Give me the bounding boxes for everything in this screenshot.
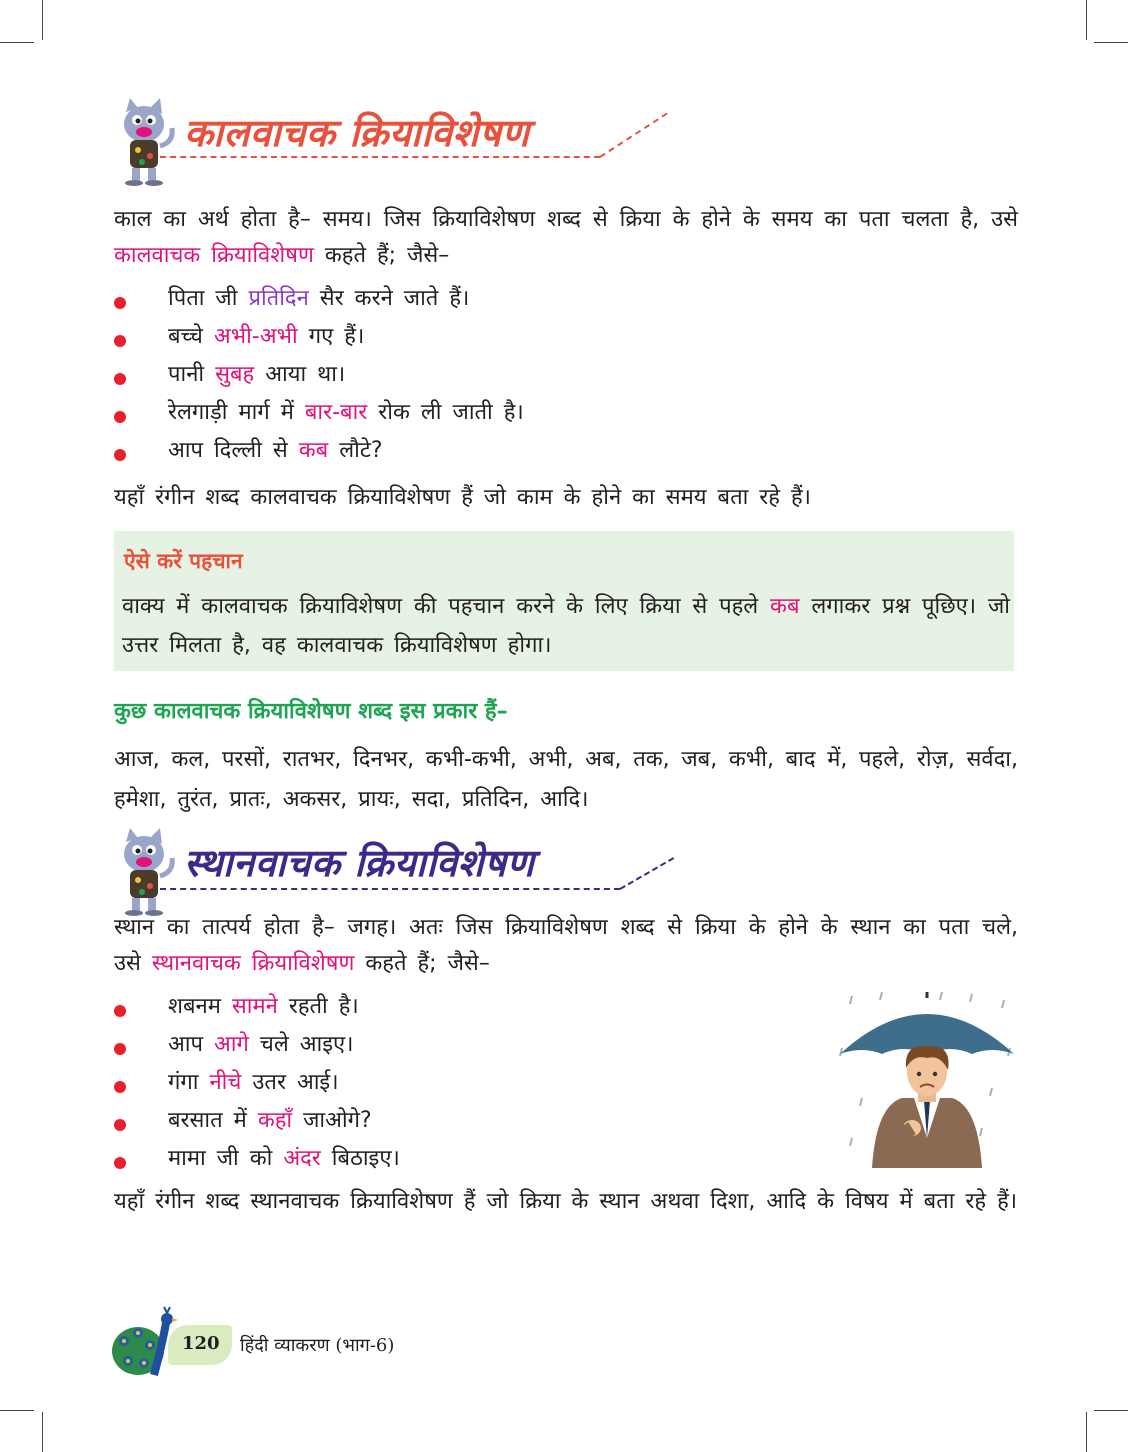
crop-mark xyxy=(1094,1410,1128,1411)
section-title: कालवाचक क्रियाविशेषण xyxy=(184,111,530,155)
book-title: हिंदी व्याकरण (भाग-6) xyxy=(240,1335,395,1356)
intro-highlight: स्थानवाचक क्रियाविशेषण xyxy=(151,951,355,976)
bullet-icon xyxy=(114,373,126,385)
example-text: गंगा xyxy=(168,1070,210,1095)
example-text: पानी xyxy=(168,362,216,387)
example-text: आया था। xyxy=(254,362,346,387)
crop-mark xyxy=(0,1410,34,1411)
tip-title: ऐसे करें पहचान xyxy=(124,549,243,573)
example-highlight: कब xyxy=(298,438,329,463)
list-item xyxy=(114,394,524,432)
word-list-heading: कुछ कालवाचक क्रियाविशेषण शब्द इस प्रकार हैं– xyxy=(114,699,508,724)
crop-mark xyxy=(1086,1412,1087,1452)
example-list xyxy=(114,988,400,1178)
cat-mascot-icon xyxy=(110,828,180,916)
crop-mark xyxy=(0,42,34,43)
bullet-icon xyxy=(114,297,126,309)
example-text: गए हैं। xyxy=(297,324,365,349)
bullet-icon xyxy=(114,449,126,461)
bullet-icon xyxy=(114,1119,126,1131)
example-text: रोक ली जाती है। xyxy=(367,400,524,425)
section-title: स्थानवाचक क्रियाविशेषण xyxy=(184,841,535,885)
list-item xyxy=(114,356,524,394)
cat-mascot-icon xyxy=(110,98,180,186)
example-highlight: नीचे xyxy=(209,1070,242,1095)
intro-paragraph xyxy=(114,910,1018,982)
example-text: सैर करने जाते हैं। xyxy=(308,286,470,311)
bullet-icon xyxy=(114,1157,126,1169)
list-item xyxy=(114,280,524,318)
tip-box xyxy=(114,531,1014,671)
page-number: 120 xyxy=(182,1333,220,1354)
intro-text: स्थान का तात्पर्य होता है– जगह। अतः जिस क्रियाविशेषण शब्द से क्रिया के होने के स्थान का पता चले, उसे xyxy=(114,915,1018,976)
example-list xyxy=(114,280,524,470)
example-highlight: प्रतिदिन xyxy=(248,286,309,311)
section-heading-kaalvachak xyxy=(110,98,670,188)
example-highlight: अभी-अभी xyxy=(213,324,298,349)
bullet-icon xyxy=(114,1081,126,1093)
example-highlight: सामने xyxy=(231,994,278,1019)
section-heading-sthaanvachak xyxy=(110,828,670,918)
example-text: पिता जी xyxy=(168,286,249,311)
bullet-icon xyxy=(114,335,126,347)
page-footer xyxy=(110,1305,530,1385)
man-with-umbrella-illustration xyxy=(832,988,1022,1168)
example-text: शबनम xyxy=(168,994,232,1019)
example-text: आप दिल्ली से xyxy=(168,438,299,463)
example-text: जाओगे? xyxy=(292,1108,372,1133)
example-text: चले आइए। xyxy=(248,1032,354,1057)
summary-paragraph: यहाँ रंगीन शब्द स्थानवाचक क्रियाविशेषण हैं जो क्रिया के स्थान अथवा दिशा, आदि के विषय में बता रहे हैं। xyxy=(114,1189,1018,1214)
intro-text-end: कहते हैं; जैसे– xyxy=(313,243,450,268)
heading-underline-tail xyxy=(599,113,667,158)
crop-mark xyxy=(1094,42,1128,43)
summary-paragraph: यहाँ रंगीन शब्द कालवाचक क्रियाविशेषण हैं जो काम के होने का समय बता रहे हैं। xyxy=(114,485,811,510)
crop-mark xyxy=(1086,0,1087,40)
example-text: रेलगाड़ी मार्ग में xyxy=(168,400,305,425)
heading-underline-tail xyxy=(620,857,675,890)
tip-body xyxy=(122,587,1010,665)
intro-highlight: कालवाचक क्रियाविशेषण xyxy=(114,243,314,268)
bullet-icon xyxy=(114,411,126,423)
tip-highlight: कब xyxy=(770,594,800,619)
example-highlight: बार-बार xyxy=(304,400,368,425)
heading-underline xyxy=(160,888,620,890)
list-item xyxy=(114,988,400,1026)
tip-text-end: लगाकर प्रश्न पूछिए। जो उत्तर मिलता है, वह कालवाचक क्रियाविशेषण होगा। xyxy=(122,594,1010,658)
intro-paragraph xyxy=(114,202,1018,274)
example-text: बरसात में xyxy=(168,1108,258,1133)
word-list: आज, कल, परसों, रातभर, दिनभर, कभी-कभी, अभी, अब, तक, जब, कभी, बाद में, पहले, रोज़, सर्वदा, हमेशा, तुरंत, प्रातः, अकसर, प्रायः, सदा, प्रतिदिन, आदि। xyxy=(114,747,1018,812)
crop-mark xyxy=(42,1412,43,1452)
example-text: बच्चे xyxy=(168,324,214,349)
example-text: रहती है। xyxy=(277,994,359,1019)
list-item xyxy=(114,1102,400,1140)
example-text: बिठाइए। xyxy=(320,1146,400,1171)
example-text: आप xyxy=(168,1032,214,1057)
bullet-icon xyxy=(114,1043,126,1055)
list-item xyxy=(114,432,524,470)
example-highlight: कहाँ xyxy=(257,1108,293,1133)
list-item xyxy=(114,1140,400,1178)
example-highlight: सुबह xyxy=(215,362,255,387)
tip-text: वाक्य में कालवाचक क्रियाविशेषण की पहचान करने के लिए क्रिया से पहले xyxy=(122,594,771,619)
list-item xyxy=(114,318,524,356)
example-highlight: अंदर xyxy=(283,1146,321,1171)
bullet-icon xyxy=(114,1005,126,1017)
heading-underline xyxy=(160,156,600,158)
example-text: उतर आई। xyxy=(241,1070,339,1095)
example-text: लौटे? xyxy=(328,438,383,463)
crop-mark xyxy=(42,0,43,40)
intro-text-end: कहते हैं; जैसे– xyxy=(354,951,490,976)
list-item xyxy=(114,1026,400,1064)
example-highlight: आगे xyxy=(213,1032,249,1057)
intro-text: काल का अर्थ होता है– समय। जिस क्रियाविशेषण शब्द से क्रिया के होने के समय का पता चलता है, उसे xyxy=(114,207,1018,232)
list-item xyxy=(114,1064,400,1102)
example-text: मामा जी को xyxy=(168,1146,284,1171)
